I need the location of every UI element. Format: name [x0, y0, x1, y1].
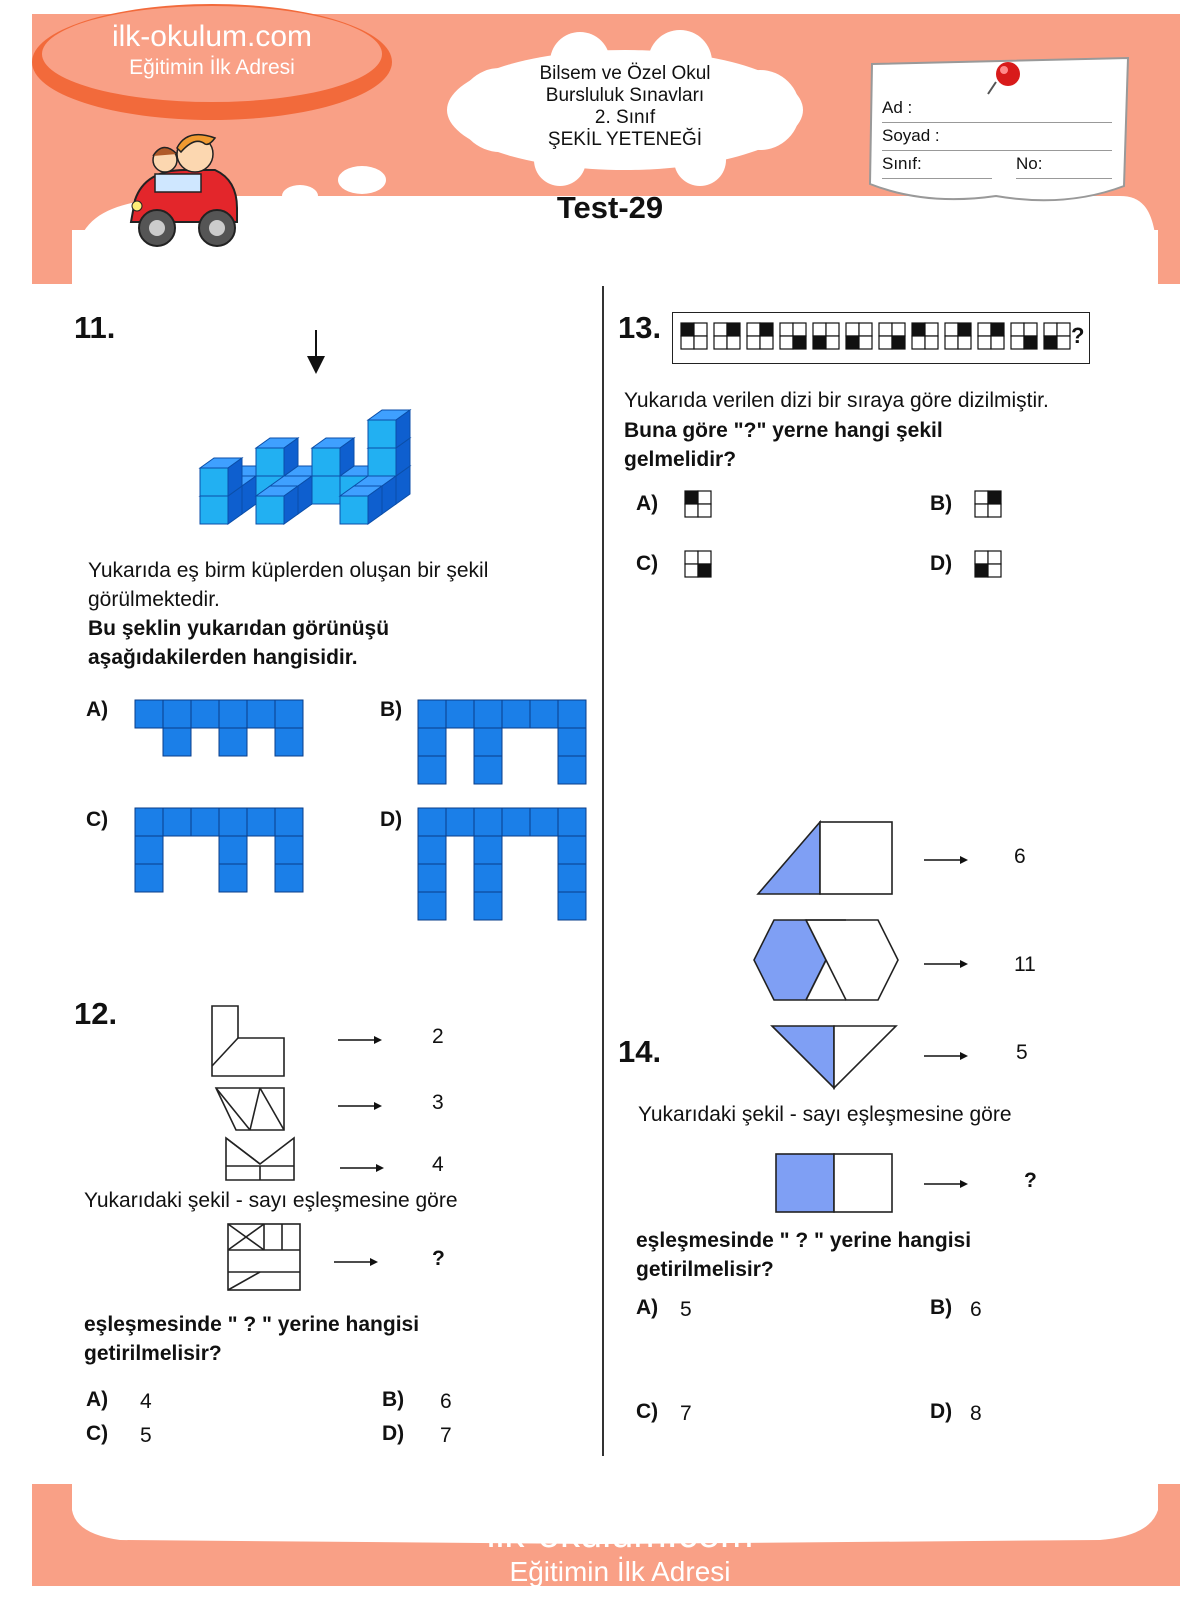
- q11-option-d-figure[interactable]: [418, 808, 588, 933]
- q11-c-cell: [275, 808, 303, 836]
- q14-arrow-1: [924, 852, 970, 870]
- q11-a-cell: [275, 728, 303, 756]
- q14-mid-text: Yukarıdaki şekil - sayı eşleşmesine göre: [638, 1103, 1012, 1126]
- q11-d-cell: [502, 808, 530, 836]
- q11-b-cell: [558, 756, 586, 784]
- header-tagline: Eğitimin İlk Adresi: [129, 56, 295, 79]
- q11-b-cell: [418, 728, 446, 756]
- cloud-line-2: Bursluluk Sınavları: [545, 85, 705, 106]
- q12-pair-3-value: 4: [432, 1153, 444, 1176]
- cloud-text: [480, 63, 770, 151]
- q12-question-arrow: [334, 1254, 380, 1272]
- q13-text-1: Yukarıda verilen dizi bir sıraya göre dizilmiştir.: [624, 389, 1049, 412]
- q13-a-square: [685, 491, 711, 517]
- number-field[interactable]: [1016, 154, 1112, 179]
- q12-option-c-label[interactable]: C): [86, 1422, 109, 1445]
- q11-c-cell: [219, 864, 247, 892]
- sequence-square: [714, 323, 740, 349]
- q11-d-cell: [418, 892, 446, 920]
- cloud-line-1: Bilsem ve Özel Okul: [539, 63, 711, 84]
- q14-option-d-label[interactable]: D): [930, 1400, 953, 1423]
- q11-b-cell: [558, 700, 586, 728]
- q13-b-square: [975, 491, 1001, 517]
- q12-option-a-value[interactable]: 4: [140, 1390, 152, 1413]
- cloud-line-3: 2. Sınıf: [594, 107, 656, 128]
- q12-unknown: ?: [432, 1247, 445, 1270]
- number-label: No:: [1016, 154, 1043, 173]
- sequence-square: [747, 323, 773, 349]
- q12-question-text: eşleşmesinde " ? " yerine hangisi getirilmelisir?: [84, 1313, 420, 1365]
- q14-figure-2: [752, 918, 902, 1007]
- q14-option-d-value[interactable]: 8: [970, 1402, 982, 1425]
- q12-arrow-2: [338, 1098, 384, 1116]
- class-label: Sınıf:: [882, 154, 922, 173]
- q11-c-cell: [135, 836, 163, 864]
- header-site-name: ilk-okulum.com: [111, 20, 313, 53]
- sequence-square: [879, 323, 905, 349]
- q12-figure-2: [214, 1086, 286, 1137]
- q14-pair-2-value: 11: [1014, 953, 1036, 976]
- q14-unknown: ?: [1024, 1169, 1037, 1192]
- q11-d-cell: [558, 892, 586, 920]
- q11-b-cell: [558, 728, 586, 756]
- q11-a-cell: [135, 700, 163, 728]
- q11-text-1: Yukarıda eş birm küplerden oluşan bir şekil görülmektedir.: [88, 559, 489, 611]
- q11-d-cell: [530, 808, 558, 836]
- q11-d-cell: [418, 808, 446, 836]
- q11-cube-figure: [190, 330, 430, 545]
- cube: [256, 438, 298, 476]
- footer-tagline: Eğitimin İlk Adresi: [509, 1556, 731, 1587]
- q11-d-cell: [474, 864, 502, 892]
- q13-option-c-label[interactable]: C): [636, 552, 659, 575]
- sequence-square: [945, 323, 971, 349]
- q11-a-cell: [247, 700, 275, 728]
- surname-field[interactable]: [882, 126, 1112, 151]
- q11-c-cell: [275, 836, 303, 864]
- q11-option-d-label[interactable]: D): [380, 808, 403, 831]
- q14-option-b-label[interactable]: B): [930, 1296, 953, 1319]
- q11-c-cell: [191, 808, 219, 836]
- q12-option-c-value[interactable]: 5: [140, 1424, 152, 1447]
- q12-figure-1: [210, 1004, 290, 1083]
- column-divider: [602, 286, 604, 1456]
- cube: [256, 486, 298, 524]
- q14-arrow-3: [924, 1048, 970, 1066]
- student-info-card: [866, 56, 1132, 206]
- q12-option-b-label[interactable]: B): [382, 1388, 405, 1411]
- q11-option-b-label[interactable]: B): [380, 698, 403, 721]
- q11-text-2: Bu şeklin yukarıdan görünüşü aşağıdakilerden hangisidir.: [88, 617, 390, 669]
- q14-option-c-value[interactable]: 7: [680, 1402, 692, 1425]
- q13-option-d-label[interactable]: D): [930, 552, 953, 575]
- q11-d-cell: [418, 864, 446, 892]
- class-field[interactable]: [882, 154, 992, 179]
- surname-label: Soyad :: [882, 126, 940, 145]
- cube: [200, 458, 242, 496]
- q11-a-cell: [163, 728, 191, 756]
- q12-mid-text: Yukarıdaki şekil - sayı eşleşmesine göre: [84, 1189, 458, 1212]
- q13-sequence-unknown: ?: [1071, 323, 1085, 348]
- q14-option-a-label[interactable]: A): [636, 1296, 659, 1319]
- q12-arrow-3: [340, 1160, 386, 1178]
- q13-option-b-figure[interactable]: [974, 490, 1002, 535]
- q12-option-d-label[interactable]: D): [382, 1422, 405, 1445]
- sequence-square: [978, 323, 1004, 349]
- q14-question-arrow: [924, 1176, 970, 1194]
- q13-option-a-label[interactable]: A): [636, 492, 659, 515]
- q11-c-cell: [135, 864, 163, 892]
- q11-d-cell: [474, 836, 502, 864]
- cube: [312, 438, 354, 476]
- q14-option-a-value[interactable]: 5: [680, 1298, 692, 1321]
- q11-d-cell: [474, 892, 502, 920]
- sequence-square: [813, 323, 839, 349]
- q13-number: 13.: [618, 310, 662, 345]
- sequence-square: [780, 323, 806, 349]
- q11-option-a-label[interactable]: A): [86, 698, 109, 721]
- q14-question-text: eşleşmesinde " ? " yerine hangisi getirilmelisir?: [636, 1229, 972, 1281]
- q12-option-a-label[interactable]: A): [86, 1388, 109, 1411]
- q12-question-figure: [226, 1222, 302, 1297]
- q11-b-cell: [530, 700, 558, 728]
- sequence-square: [1011, 323, 1037, 349]
- q11-c-cell: [219, 836, 247, 864]
- q11-a-cell: [191, 700, 219, 728]
- q11-a-cell: [275, 700, 303, 728]
- q11-a-cell: [219, 728, 247, 756]
- q11-d-cell: [558, 836, 586, 864]
- name-label: Ad :: [882, 98, 913, 117]
- q13-sequence-box: [672, 312, 1090, 364]
- sequence-square: [846, 323, 872, 349]
- q14-figure-3: [770, 1024, 900, 1095]
- q11-option-b-figure[interactable]: [418, 700, 588, 795]
- q12-pair-2-value: 3: [432, 1091, 444, 1114]
- q11-b-cell: [446, 700, 474, 728]
- q13-option-a-figure[interactable]: [684, 490, 712, 535]
- sequence-square: [912, 323, 938, 349]
- q11-d-cell: [474, 808, 502, 836]
- q11-d-cell: [558, 808, 586, 836]
- q12-pair-1-value: 2: [432, 1025, 444, 1048]
- q11-c-cell: [163, 808, 191, 836]
- cube: [368, 410, 410, 448]
- q14-pair-1-value: 6: [1014, 845, 1026, 868]
- q11-option-a-figure[interactable]: [135, 700, 305, 765]
- q11-a-cell: [219, 700, 247, 728]
- q11-c-cell: [247, 808, 275, 836]
- q11-b-cell: [502, 700, 530, 728]
- q14-option-b-value[interactable]: 6: [970, 1298, 982, 1321]
- q11-b-cell: [418, 756, 446, 784]
- footer-site-name: ilk-okulum.com: [486, 1512, 754, 1556]
- q13-text-2: Buna göre "?" yerne hangi şekil gelmelidir?: [624, 419, 943, 471]
- q11-d-cell: [446, 808, 474, 836]
- cube: [340, 486, 382, 524]
- q14-number: 14.: [618, 1034, 662, 1069]
- q11-b-cell: [474, 700, 502, 728]
- q14-option-c-label[interactable]: C): [636, 1400, 659, 1423]
- q13-option-c-figure[interactable]: [684, 550, 712, 595]
- q14-figure-1: [756, 820, 896, 901]
- q11-a-cell: [163, 700, 191, 728]
- q11-c-cell: [135, 808, 163, 836]
- q12-number: 12.: [74, 996, 118, 1031]
- q13-d-square: [975, 551, 1001, 577]
- q11-number: 11.: [74, 310, 116, 345]
- test-title: Test-29: [556, 190, 664, 225]
- q11-b-cell: [474, 756, 502, 784]
- sequence-square: [1044, 323, 1070, 349]
- q11-d-cell: [558, 864, 586, 892]
- name-field[interactable]: [882, 98, 1112, 123]
- q13-option-b-label[interactable]: B): [930, 492, 953, 515]
- q11-b-cell: [418, 700, 446, 728]
- q12-arrow-1: [338, 1032, 384, 1050]
- sequence-square: [681, 323, 707, 349]
- q11-option-c-figure[interactable]: [135, 808, 305, 903]
- q12-option-b-value[interactable]: 6: [440, 1390, 452, 1413]
- q12-option-d-value[interactable]: 7: [440, 1424, 452, 1447]
- q11-option-c-label[interactable]: C): [86, 808, 109, 831]
- q11-c-cell: [275, 864, 303, 892]
- q14-pair-3-value: 5: [1016, 1041, 1028, 1064]
- car-cartoon-image: [125, 130, 245, 260]
- q12-figure-3: [224, 1136, 296, 1187]
- q11-c-cell: [219, 808, 247, 836]
- q13-c-square: [685, 551, 711, 577]
- down-arrow-head: [307, 356, 325, 374]
- q13-option-d-figure[interactable]: [974, 550, 1002, 595]
- q11-b-cell: [474, 728, 502, 756]
- cloud-line-4: ŞEKİL YETENEĞİ: [547, 129, 703, 150]
- q14-arrow-2: [924, 956, 970, 974]
- q11-d-cell: [418, 836, 446, 864]
- q14-question-figure: [774, 1152, 894, 1219]
